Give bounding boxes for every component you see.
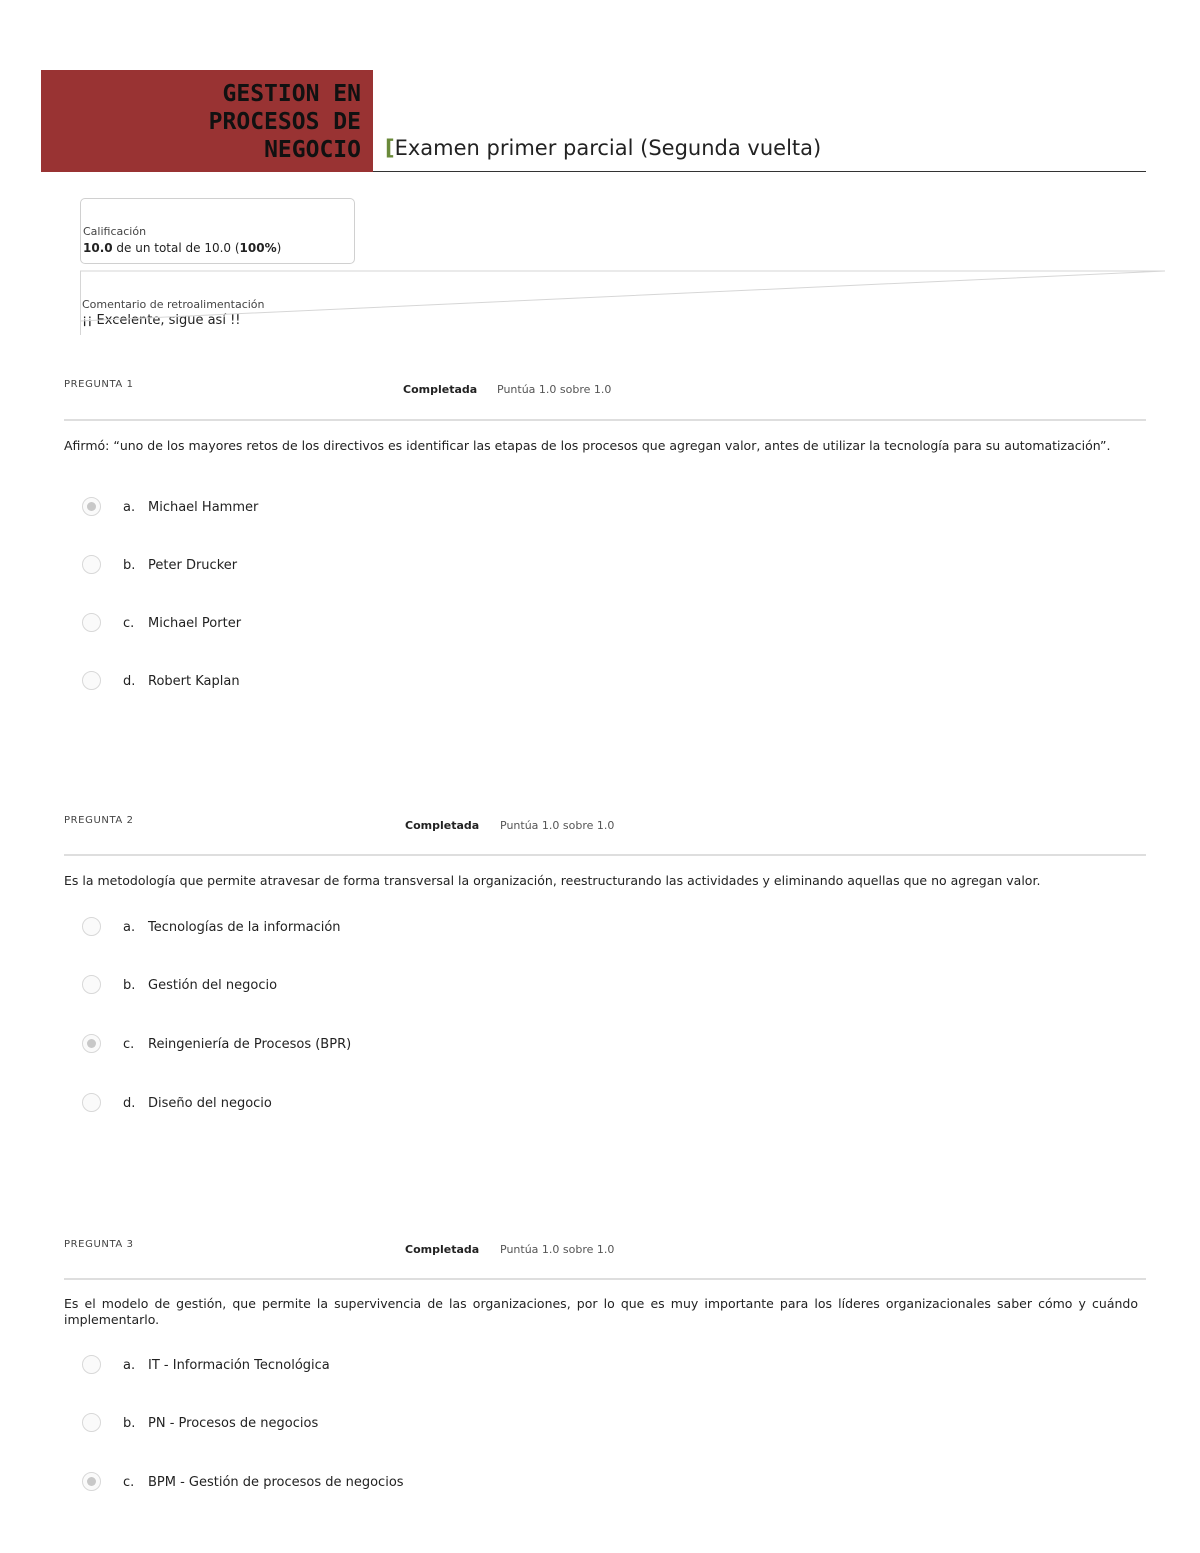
course-title-line: NEGOCIO [264,137,361,163]
feedback-box-outline [80,271,1165,335]
feedback-box [80,271,1165,335]
question-1-score: Puntúa 1.0 sobre 1.0 [497,383,612,396]
radio-button[interactable] [82,975,101,994]
option-letter: c. [123,1475,135,1490]
radio-button[interactable] [82,555,101,574]
question-1-divider [64,419,1146,421]
exam-title-text: Examen primer parcial (Segunda vuelta) [394,136,822,160]
course-title [41,70,373,172]
radio-button[interactable] [82,613,101,632]
option-label: IT - Información Tecnológica [148,1358,330,1373]
grade-box [80,198,355,264]
grade-middle: de un total de 10.0 ( [112,241,240,255]
course-title-line: GESTION EN [222,81,361,107]
radio-button[interactable] [82,1472,101,1491]
option-label: PN - Procesos de negocios [148,1416,319,1431]
question-1-status: Completada [403,383,478,396]
option-letter: d. [123,1096,136,1111]
question-3-header: PREGUNTA 3 [64,1239,134,1250]
title-bracket: [ [385,136,395,160]
option-letter: a. [123,1358,136,1373]
option-letter: b. [123,1416,136,1431]
radio-button[interactable] [82,1093,101,1112]
grade-label: Calificación [83,225,147,238]
radio-button[interactable] [82,671,101,690]
grade-end: ) [276,241,282,255]
option-letter: c. [123,616,135,631]
option-letter: a. [123,920,136,935]
option-letter: a. [123,500,136,515]
option-label: Peter Drucker [148,558,238,573]
radio-button[interactable] [82,1034,101,1053]
question-2-divider [64,854,1146,856]
grade-score: 10.0 [83,241,113,255]
course-title-line: PROCESOS DE [208,109,361,135]
question-3-text: Es el modelo de gestión, que permite la supervivencia de las organizaciones, por lo que es muy importante para los líderes organizacionales saber cómo y cuándo implementarlo. [64,1296,1138,1327]
question-1-header: PREGUNTA 1 [64,379,134,390]
grade-value [83,240,354,257]
feedback-text: ¡¡ Excelente, sigue así !! [82,313,241,328]
radio-button[interactable] [82,1413,101,1432]
option-letter: d. [123,674,136,689]
radio-button[interactable] [82,497,101,516]
question-3-divider [64,1278,1146,1280]
option-label: Tecnologías de la información [148,920,341,935]
option-label: BPM - Gestión de procesos de negocios [148,1475,404,1490]
title-divider [373,171,1146,172]
grade-percent: 100% [239,241,277,255]
exam-title [385,136,821,160]
option-label: Diseño del negocio [148,1096,272,1111]
option-label: Michael Porter [148,616,242,631]
question-2-score: Puntúa 1.0 sobre 1.0 [500,819,615,832]
option-letter: c. [123,1037,135,1052]
option-letter: b. [123,978,136,993]
radio-button[interactable] [82,917,101,936]
option-letter: b. [123,558,136,573]
feedback-label: Comentario de retroalimentación [82,298,265,311]
option-label: Robert Kaplan [148,674,240,689]
option-label: Reingeniería de Procesos (BPR) [148,1037,352,1052]
question-2-text: Es la metodología que permite atravesar de forma transversal la organización, reestructurando las actividades y eliminando aquellas que no agregan valor. [64,873,1041,888]
option-label: Gestión del negocio [148,978,278,993]
radio-button[interactable] [82,1355,101,1374]
question-3-status: Completada [405,1243,480,1256]
option-label: Michael Hammer [148,500,259,515]
question-2-header: PREGUNTA 2 [64,815,134,826]
question-3-score: Puntúa 1.0 sobre 1.0 [500,1243,615,1256]
question-2-status: Completada [405,819,480,832]
question-1-text: Afirmó: “uno de los mayores retos de los directivos es identificar las etapas de los procesos que agregan valor, antes de utilizar la tecnología para su automatización”. [64,438,1111,453]
